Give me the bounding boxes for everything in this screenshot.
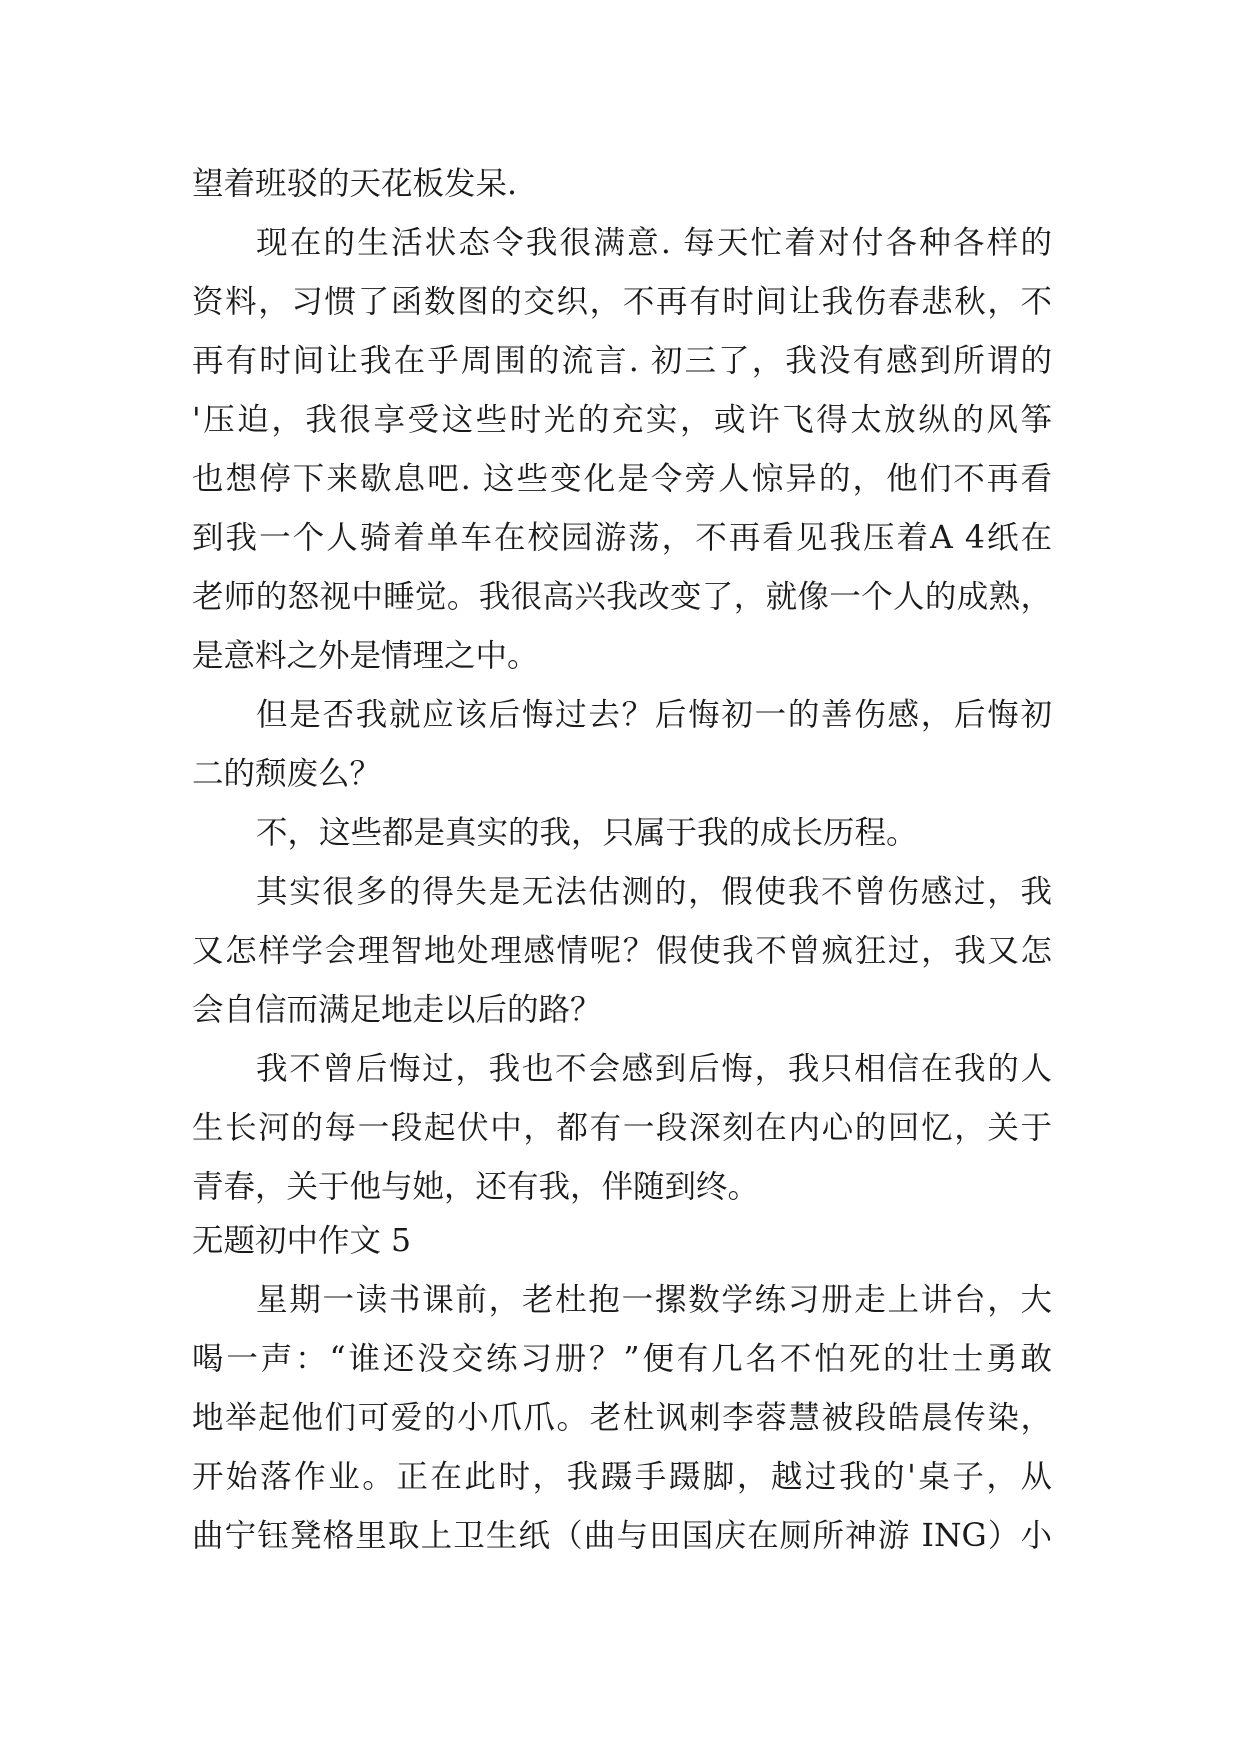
- text-line: 但是否我就应该后悔过去？后悔初一的善伤感，后悔初: [256, 697, 1052, 733]
- text-line: 老师的怒视中睡觉。我很高兴我改变了，就像一个人的成熟，: [192, 579, 1052, 615]
- text-line: 其实很多的得失是无法估测的，假使我不曾伤感过，我: [256, 874, 1052, 910]
- text-line: 是意料之外是情理之中。: [192, 638, 539, 674]
- text-line: 再有时间让我在乎周围的流言. 初三了，我没有感到所谓的: [192, 343, 1052, 379]
- text-line: 会自信而满足地走以后的路？: [192, 992, 602, 1028]
- text-line: 望着班驳的天花板发呆.: [192, 166, 518, 202]
- text-line: 又怎样学会理智地处理感情呢？假使我不曾疯狂过，我又怎: [192, 933, 1052, 969]
- text-line: 喝一声：“谁还没交练习册？”便有几名不怕死的壮士勇敢: [192, 1341, 1052, 1377]
- text-line: 也想停下来歇息吧. 这些变化是令旁人惊异的，他们不再看: [192, 461, 1052, 497]
- text-line: 现在的生活状态令我很满意. 每天忙着对付各种各样的: [256, 225, 1052, 261]
- text-line: 不，这些都是真实的我，只属于我的成长历程。: [256, 815, 918, 851]
- text-line: 星期一读书课前，老杜抱一摞数学练习册走上讲台，大: [256, 1282, 1052, 1318]
- text-line: '压迫，我很享受这些时光的充实，或许飞得太放纵的风筝: [192, 402, 1052, 438]
- text-line: 资料，习惯了函数图的交织，不再有时间让我伤春悲秋，不: [192, 284, 1052, 320]
- section-heading: 无题初中作文 5: [192, 1223, 412, 1259]
- text-line: 青春，关于他与她，还有我，伴随到终。: [192, 1169, 760, 1205]
- text-line: 地举起他们可爱的小爪爪。老杜讽刺李蓉慧被段皓晨传染，: [192, 1400, 1052, 1436]
- text-line: 二的颓废么？: [192, 756, 382, 792]
- text-line: 我不曾后悔过，我也不会感到后悔，我只相信在我的人: [256, 1051, 1052, 1087]
- text-line: 生长河的每一段起伏中，都有一段深刻在内心的回忆，关于: [192, 1110, 1052, 1146]
- text-line: 曲宁钰凳格里取上卫生纸（曲与田国庆在厕所神游 ING）小: [192, 1518, 1052, 1554]
- text-line: 到我一个人骑着单车在校园游荡，不再看见我压着A 4纸在: [192, 520, 1052, 556]
- text-line: 开始落作业。正在此时，我蹑手蹑脚，越过我的'桌子，从: [192, 1459, 1052, 1495]
